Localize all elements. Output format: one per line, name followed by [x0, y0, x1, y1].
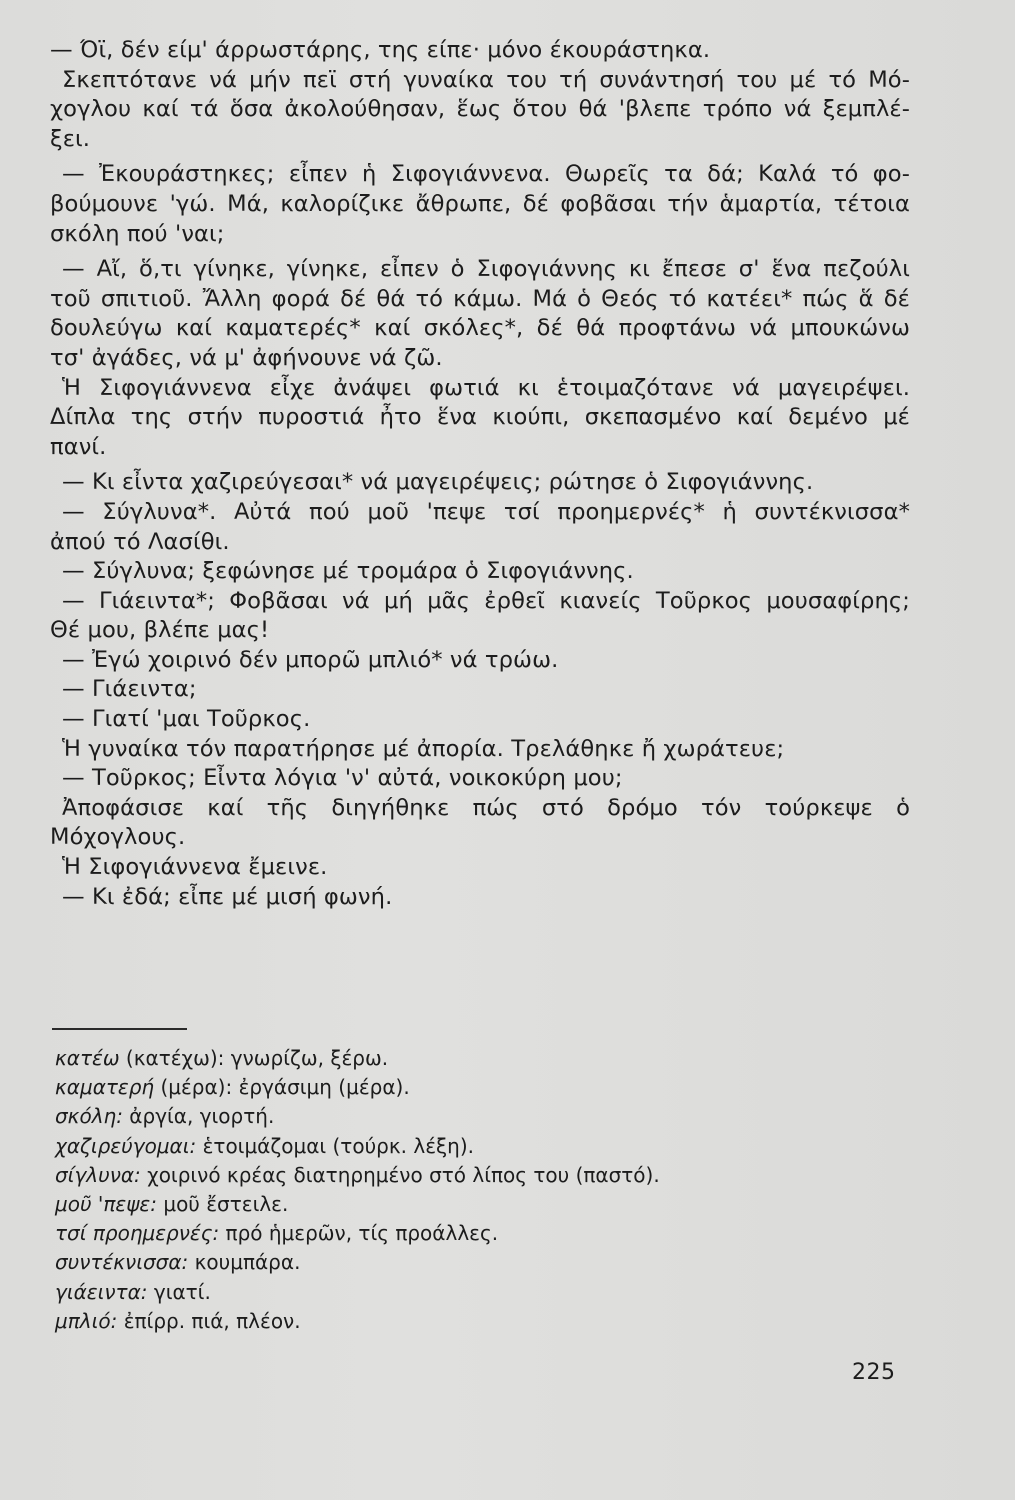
text-line: — Κι εἶντα χαζιρεύγεσαι* νά μαγειρέψεις; ρώτησε ὁ Σιφογιάννης. — [62, 469, 814, 496]
text-line: — Σύγλυνα; ξεφώνησε μέ τρομάρα ὁ Σιφογιάννης. — [62, 558, 634, 585]
footnote-definition: ἐπίρρ. πιά, πλέον. — [117, 1308, 301, 1333]
text-line: βούμουνε 'γώ. Μά, καλορίζικε ἄθρωπε, δέ φοβᾶσαι τήν ἁμαρτία, τέτοια — [50, 190, 910, 217]
text-line: δουλεύγω καί καματερές* καί σκόλες*, δέ θά προφτάνω νά μπουκώνω — [50, 315, 910, 342]
text-line: τσ' ἀγάδες, νά μ' ἀφήνουνε νά ζῶ. — [50, 344, 443, 371]
footnote-term: τσί προημερνές: — [55, 1221, 220, 1246]
text-line: — Γιάειντα*; Φοβᾶσαι νά μή μᾶς ἐρθεῖ κιανείς Τοῦρκος μουσαφίρης; — [62, 587, 910, 614]
footnote — [55, 1044, 755, 1073]
footnote-term: συντέκνισσα: — [55, 1250, 189, 1275]
footnote — [55, 1161, 755, 1190]
text-line: Ἀποφάσισε καί τῆς διηγήθηκε πώς στό δρόμο τόν τούρκεψε ὁ — [62, 794, 910, 821]
footnote-term: σίγλυνα: — [55, 1162, 141, 1187]
footnote-definition: ἀργία, γιορτή. — [122, 1104, 275, 1129]
footnote-term: χαζιρεύγομαι: — [55, 1133, 197, 1158]
footnote — [55, 1219, 755, 1248]
footnote-definition: κουμπάρα. — [188, 1250, 301, 1275]
footnote-term: γιάειντα: — [55, 1279, 148, 1304]
footnote-definition: ἑτοιμάζομαι (τούρκ. λέξη). — [196, 1133, 474, 1158]
text-line: — Γιατί 'μαι Τοῦρκος. — [62, 706, 311, 733]
text-line: σκόλη πού 'ναι; — [50, 220, 225, 247]
text-line: Ἡ γυναίκα τόν παρατήρησε μέ ἀπορία. Τρελάθηκε ἤ χωράτευε; — [62, 735, 785, 762]
text-line: — Τοῦρκος; Εἶντα λόγια 'ν' αὐτά, νοικοκύρη μου; — [62, 765, 623, 792]
footnotes — [55, 1044, 755, 1336]
text-line: — Κι ἐδά; εἶπε μέ μισή φωνή. — [62, 883, 393, 910]
footnote — [55, 1190, 755, 1219]
footnote-term: σκόλη: — [55, 1104, 123, 1129]
text-line: — Ἐκουράστηκες; εἶπεν ἡ Σιφογιάννενα. Θωρεῖς τα δά; Καλά τό φο- — [62, 161, 910, 188]
text-line: — Γιάειντα; — [62, 676, 197, 703]
footnote — [55, 1073, 755, 1102]
text-line: Σκεπτότανε νά μήν πεϊ στή γυναίκα του τή συνάντησή του μέ τό Μό- — [62, 66, 910, 93]
text-line: ξει. — [50, 125, 91, 152]
footnote-definition: μοῦ ἔστειλε. — [156, 1191, 289, 1216]
footnote-definition: (κατέχω): γνωρίζω, ξέρω. — [119, 1046, 389, 1070]
page-number: 225 — [852, 1360, 896, 1385]
text-line: — Ἐγώ χοιρινό δέν μπορῶ μπλιό* νά τρώω. — [62, 646, 559, 673]
footnote — [55, 1248, 755, 1277]
footnote-term: κατέω — [55, 1046, 120, 1070]
text-line: — Σύγλυνα*. Αὐτά πού μοῦ 'πεψε τσί προημερνές* ἡ συντέκνισσα* — [62, 498, 910, 525]
text-line: Δίπλα της στήν πυροστιά ἦτο ἕνα κιούπι, σκεπασμένο καί δεμένο μέ — [50, 404, 910, 431]
text-line: τοῦ σπιτιοῦ. Ἄλλη φορά δέ θά τό κάμω. Μά ὁ Θεός τό κατέει* πώς ἅ δέ — [50, 285, 910, 312]
footnote-term: καματερή — [55, 1075, 155, 1100]
footnote — [55, 1102, 755, 1131]
text-line: — Όϊ, δέν είμ' άρρωστάρης, της είπε· μόνο έκουράστηκα. — [50, 37, 711, 63]
footnote-definition: χοιρινό κρέας διατηρημένο στό λίπος του (παστό). — [140, 1162, 660, 1187]
footnote — [55, 1132, 755, 1161]
footnote-rule — [52, 1028, 187, 1030]
footnote-definition: πρό ἡμερῶν, τίς προάλλες. — [219, 1221, 499, 1246]
text-line: Ἡ Σιφογιάννενα εἶχε ἀνάψει φωτιά κι ἑτοιμαζότανε νά μαγειρέψει. — [62, 374, 910, 401]
text-line: Θέ μου, βλέπε μας! — [50, 617, 270, 644]
text-line: χογλου καί τά ὅσα ἀκολούθησαν, ἕως ὅτου θά 'βλεπε τρόπο νά ξεμπλέ- — [50, 96, 910, 123]
text-line: ἀπού τό Λασίθι. — [50, 528, 230, 555]
text-line: πανί. — [50, 433, 107, 460]
footnote-term: μοῦ 'πεψε: — [55, 1191, 157, 1216]
footnote-definition: γιατί. — [147, 1279, 211, 1304]
text-line: Ἡ Σιφογιάννενα ἔμεινε. — [62, 854, 328, 881]
footnote — [55, 1278, 755, 1307]
text-line: — Αἴ, ὅ,τι γίνηκε, γίνηκε, εἶπεν ὁ Σιφογιάννης κι ἔπεσε σ' ἕνα πεζούλι — [62, 256, 910, 283]
footnote — [55, 1307, 755, 1336]
main-text — [50, 36, 910, 912]
footnote-definition: (μέρα): ἐργάσιμη (μέρα). — [154, 1075, 410, 1100]
footnote-term: μπλιό: — [55, 1308, 118, 1333]
text-line: Μόχογλους. — [50, 824, 186, 851]
